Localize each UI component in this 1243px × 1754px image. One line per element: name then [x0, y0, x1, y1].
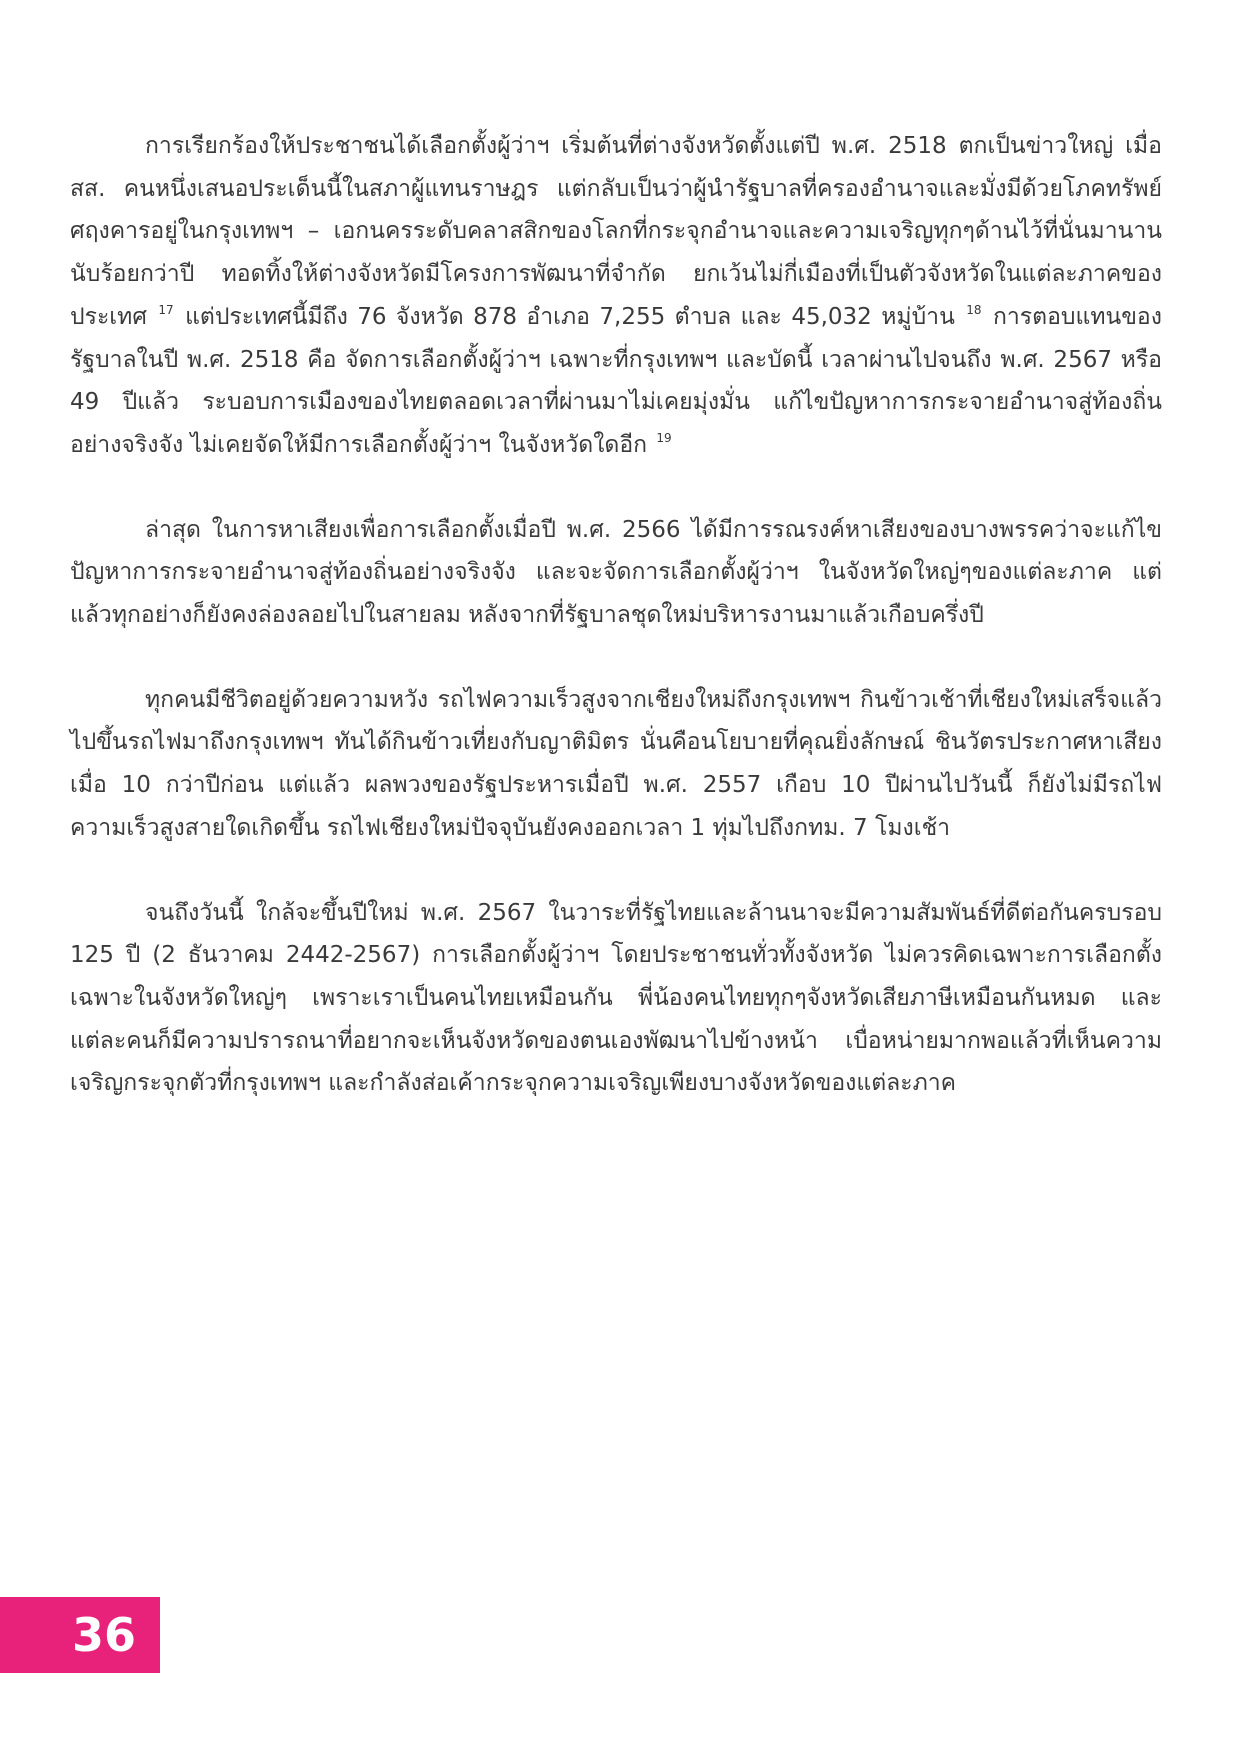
article-body: [70, 125, 1162, 1105]
page-number-badge: [0, 1597, 160, 1673]
paragraph-2: [70, 509, 1162, 637]
paragraph-text: ล่าสุด ในการหาเสียงเพื่อการเลือกตั้งเมื่อปี พ.ศ. 2566 ได้มีการรณรงค์หาเสียงของบางพรรคว่าจะแก้ไขปัญหาการกระจายอำนาจสู่ท้องถิ่นอย่างจริงจัง และจะจัดการเลือกตั้งผู้ว่าฯ ในจังหวัดใหญ่ๆของแต่ละภาค แต่แล้วทุกอย่างก็ยังคงล่องลอยไปในสายลม หลังจากที่รัฐบาลชุดใหม่บริหารงานมาแล้วเกือบครึ่งปี: [70, 516, 1162, 629]
paragraph-4: [70, 892, 1162, 1106]
paragraph-text: จนถึงวันนี้ ใกล้จะขึ้นปีใหม่ พ.ศ. 2567 ในวาระที่รัฐไทยและล้านนาจะมีความสัมพันธ์ที่ดีต่อกันครบรอบ 125 ปี (2 ธันวาคม 2442-2567) การเลือกตั้งผู้ว่าฯ โดยประชาชนทั่วทั้งจังหวัด ไม่ควรคิดเฉพาะการเลือกตั้งเฉพาะในจังหวัดใหญ่ๆ เพราะเราเป็นคนไทยเหมือนกัน พี่น้องคนไทยทุกๆจังหวัดเสียภาษีเหมือนกันหมด และแต่ละคนก็มีความปรารถนาที่อยากจะเห็นจังหวัดของตนเองพัฒนาไปข้างหน้า เบื่อหน่ายมากพอแล้วที่เห็นความเจริญกระจุกตัวที่กรุงเทพฯ และกำลังส่อเค้ากระจุกความเจริญเพียงบางจังหวัดของแต่ละภาค: [70, 899, 1162, 1097]
paragraph-text: การตอบแทนของรัฐบาลในปี พ.ศ. 2518 คือ จัดการเลือกตั้งผู้ว่าฯ เฉพาะที่กรุงเทพฯ และบัดนี้ เวลาผ่านไปจนถึง พ.ศ. 2567 หรือ 49 ปีแล้ว ระบอบการเมืองของไทยตลอดเวลาที่ผ่านมาไม่เคยมุ่งมั่น แก้ไขปัญหาการกระจายอำนาจสู่ท้องถิ่นอย่างจริงจัง ไม่เคยจัดให้มีการเลือกตั้งผู้ว่าฯ ในจังหวัดใดอีก: [70, 303, 1162, 458]
paragraph-text: ทุกคนมีชีวิตอยู่ด้วยความหวัง รถไฟความเร็วสูงจากเชียงใหม่ถึงกรุงเทพฯ กินข้าวเช้าที่เชียงใหม่เสร็จแล้ว ไปขึ้นรถไฟมาถึงกรุงเทพฯ ทันได้กินข้าวเที่ยงกับญาติมิตร นั่นคือนโยบายที่คุณยิ่งลักษณ์ ชินวัตรประกาศหาเสียงเมื่อ 10 กว่าปีก่อน แต่แล้ว ผลพวงของรัฐประหารเมื่อปี พ.ศ. 2557 เกือบ 10 ปีผ่านไปวันนี้ ก็ยังไม่มีรถไฟความเร็วสูงสายใดเกิดขึ้น รถไฟเชียงใหม่ปัจจุบันยังคงออกเวลา 1 ทุ่มไปถึงกทม. 7 โมงเช้า: [70, 686, 1162, 841]
footnote-ref-17: 17: [158, 302, 174, 317]
paragraph-1: [70, 125, 1162, 467]
paragraph-text: แต่ประเทศนี้มีถึง 76 จังหวัด 878 อำเภอ 7,255 ตำบล และ 45,032 หมู่บ้าน: [175, 303, 965, 330]
paragraph-3: [70, 679, 1162, 850]
paragraph-text: การเรียกร้องให้ประชาชนได้เลือกตั้งผู้ว่าฯ เริ่มต้นที่ต่างจังหวัดตั้งแต่ปี พ.ศ. 2518 ตกเป็นข่าวใหญ่ เมื่อ สส. คนหนึ่งเสนอประเด็นนี้ในสภาผู้แทนราษฎร แต่กลับเป็นว่าผู้นำรัฐบาลที่ครองอำนาจและมั่งมีด้วยโภคทรัพย์ศฤงคารอยู่ในกรุงเทพฯ – เอกนครระดับคลาสสิกของโลกที่กระจุกอำนาจและความเจริญทุกๆด้านไว้ที่นั่นมานานนับร้อยกว่าปี ทอดทิ้งให้ต่างจังหวัดมีโครงการพัฒนาที่จำกัด ยกเว้นไม่กี่เมืองที่เป็นตัวจังหวัดในแต่ละภาคของประเทศ: [70, 133, 1162, 330]
page-number: 36: [72, 1608, 137, 1662]
footnote-ref-18: 18: [966, 302, 982, 317]
footnote-ref-19: 19: [656, 430, 672, 445]
